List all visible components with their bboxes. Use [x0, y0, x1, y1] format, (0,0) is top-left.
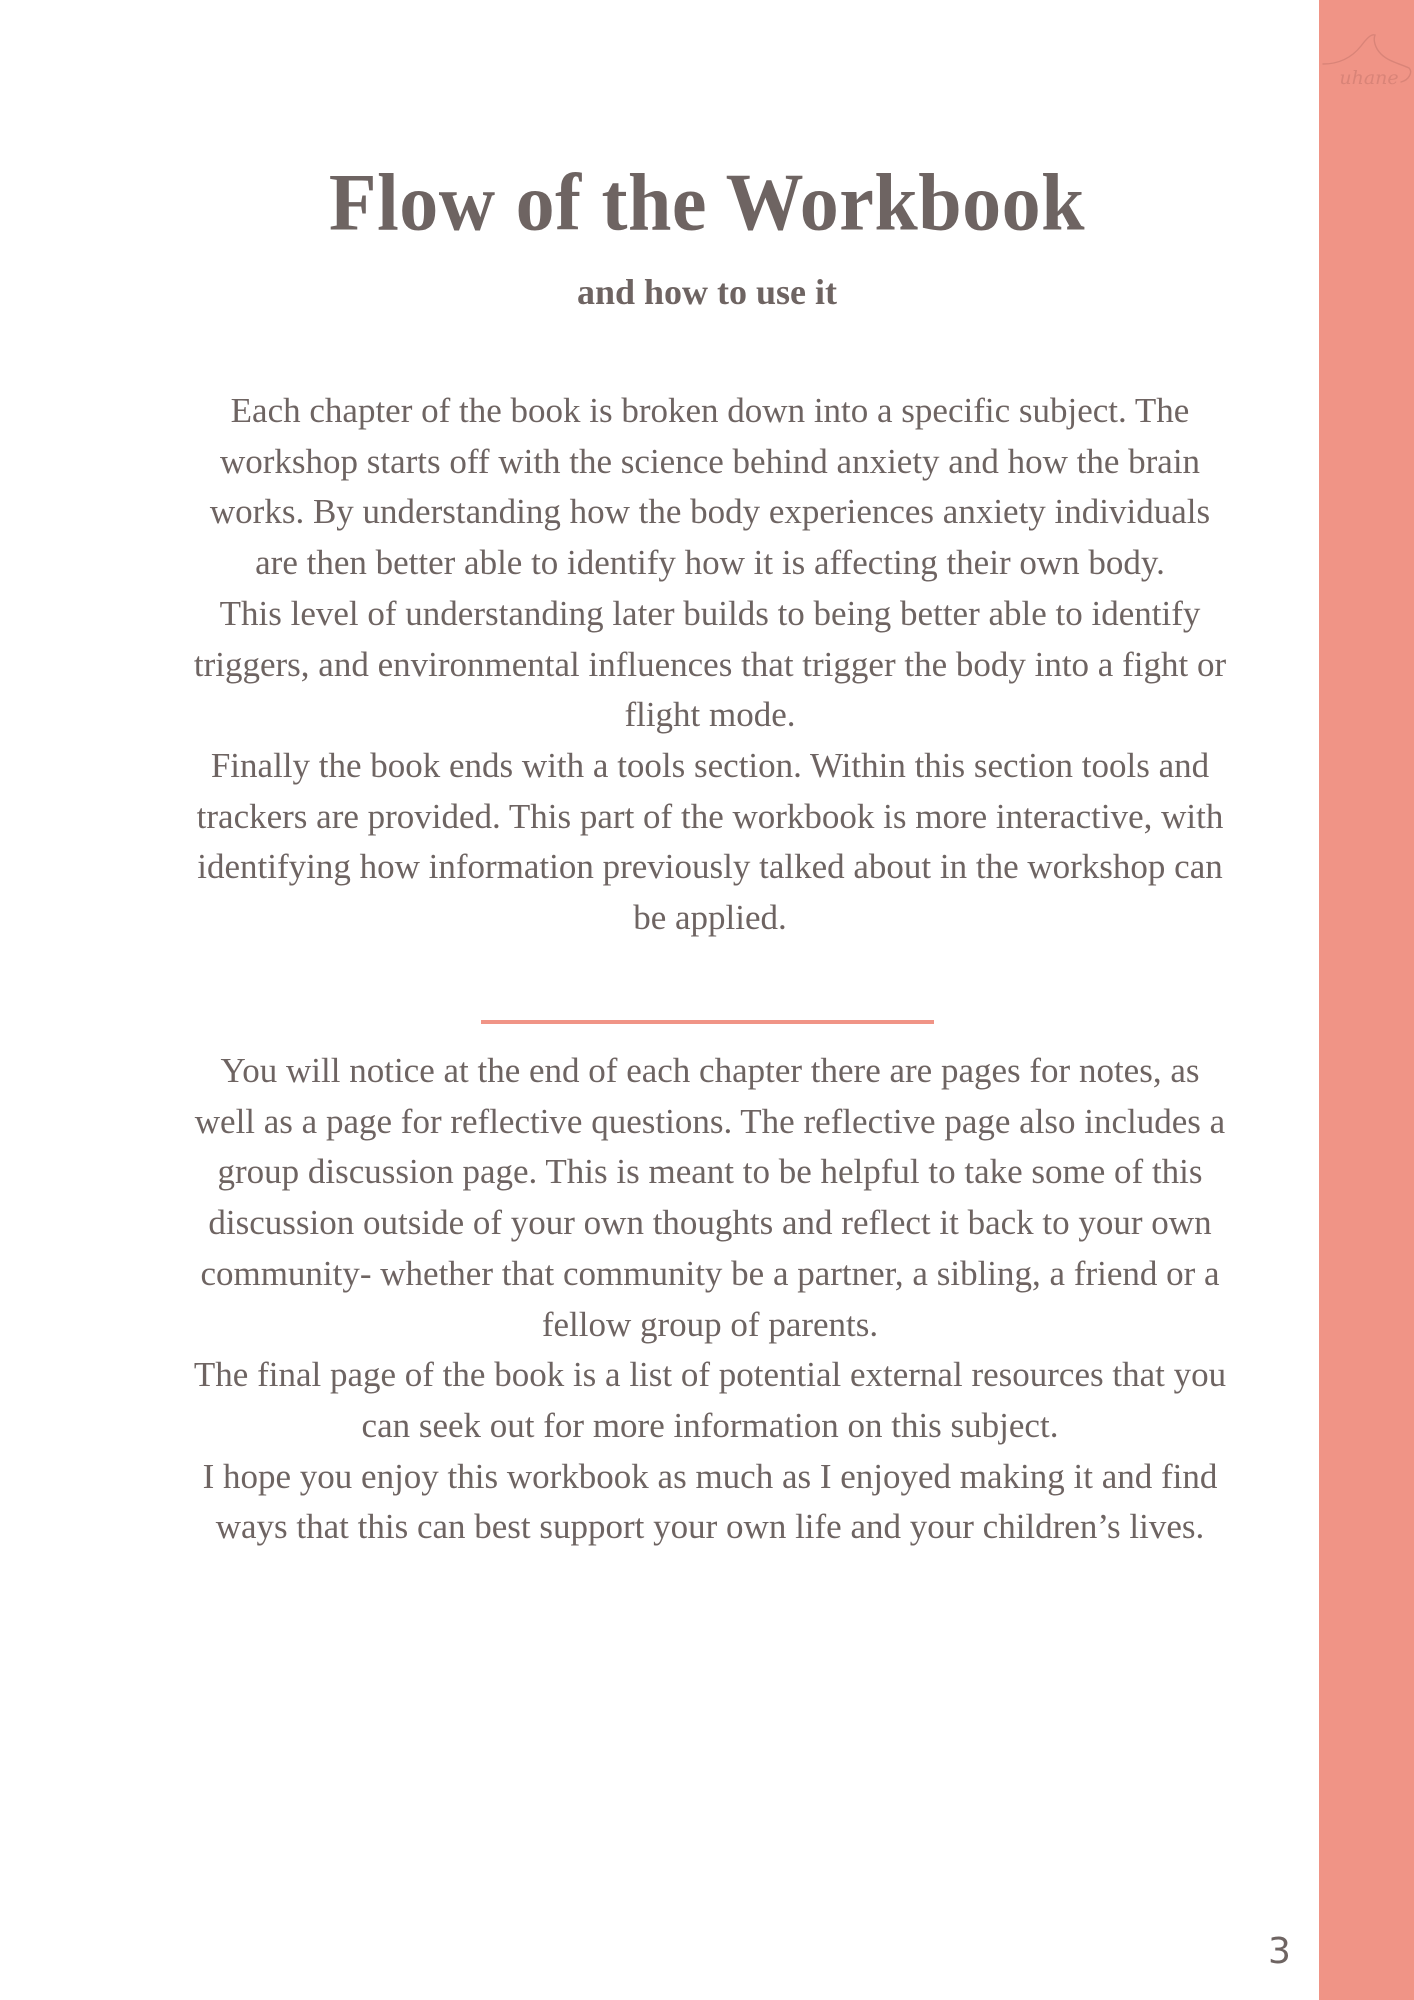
- paragraph: This level of understanding later builds to being better able to identify triggers, and environmental influences that trigger the body into a fight or flight mode.: [193, 593, 1227, 735]
- intro-section: [190, 386, 1230, 944]
- paragraph: Each chapter of the book is broken down into a specific subject. The workshop starts off with the science behind anxiety and how the brain works. By understanding how the body experiences anxiety individuals are then better able to identify how it is affecting their own body.: [209, 391, 1211, 583]
- accent-sidebar: [1319, 0, 1414, 2000]
- brand-logo: [1319, 28, 1414, 98]
- paragraph: I hope you enjoy this workbook as much as I enjoyed making it and find ways that this can best support your own life and your children’s lives.: [202, 1456, 1218, 1547]
- paragraph: The final page of the book is a list of potential external resources that you can seek out for more information on this subject.: [193, 1355, 1227, 1445]
- paragraph: Finally the book ends with a tools section. Within this section tools and trackers are provided. This part of the workbook is more interactive, with identifying how information previously talked about in the workshop can be applied.: [196, 745, 1224, 938]
- page-number: 3: [1268, 1931, 1291, 1972]
- section-divider: [481, 1020, 934, 1024]
- logo-text: uhane: [1339, 67, 1399, 89]
- wave-logo-icon: [1319, 28, 1414, 98]
- page-title: Flow of the Workbook: [328, 155, 1086, 248]
- paragraph: You will notice at the end of each chapter there are pages for notes, as well as a page for reflective questions. The reflective page also includes a group discussion page. This is meant to be helpful to take some of this discussion outside of your own thoughts and reflect it back to your own community- whether that community be a partner, a sibling, a friend or a fellow group of parents.: [194, 1051, 1226, 1344]
- usage-section: [190, 1046, 1230, 1553]
- page-subtitle: and how to use it: [576, 272, 838, 312]
